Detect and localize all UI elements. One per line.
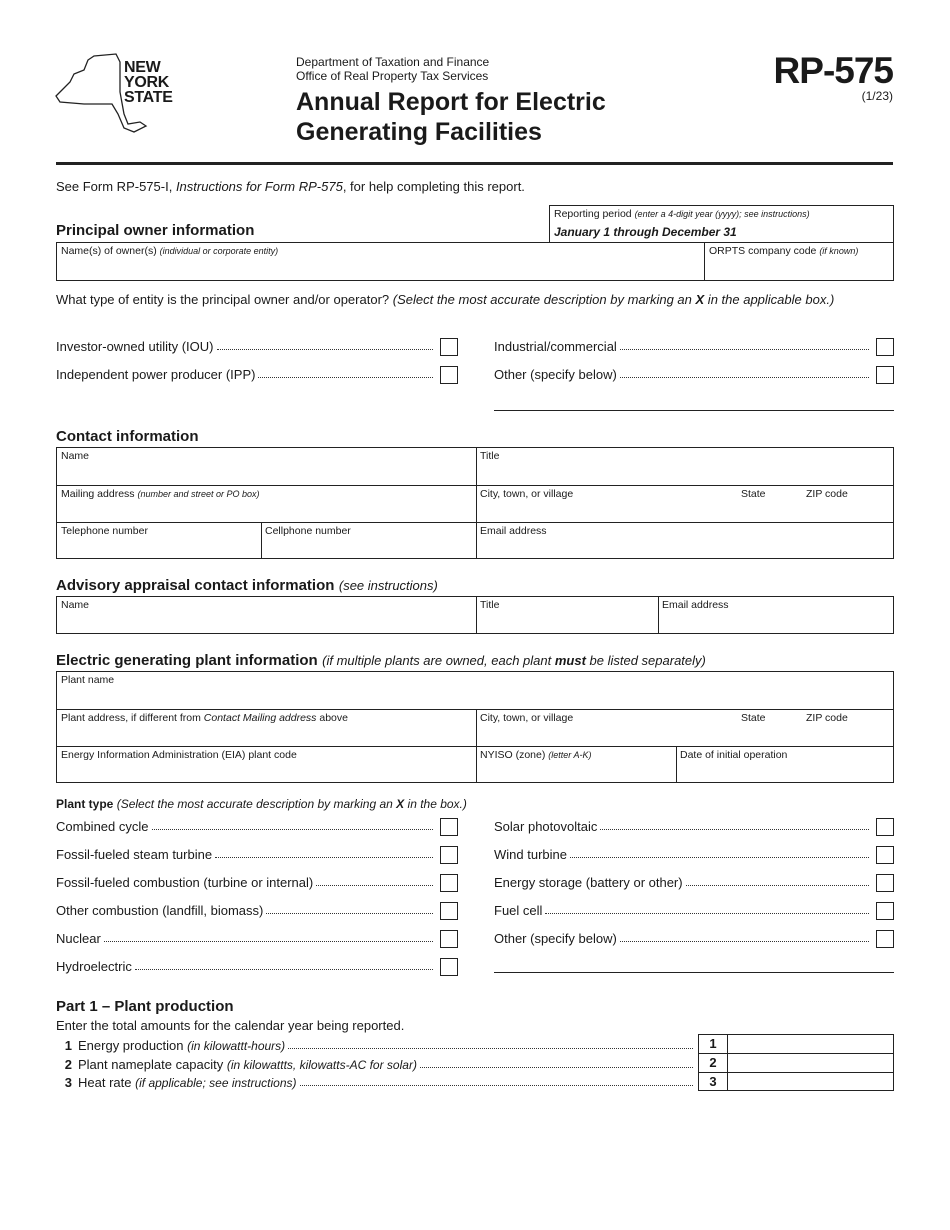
logo-text-line: STATE (124, 89, 173, 106)
checkbox[interactable] (440, 818, 458, 836)
checkbox[interactable] (440, 338, 458, 356)
plant-name-field[interactable]: Plant name (61, 674, 115, 686)
option-label: Hydroelectric (56, 959, 132, 974)
checkbox[interactable] (876, 930, 894, 948)
option-label: Independent power producer (IPP) (56, 367, 256, 382)
part1-heading: Part 1 – Plant production (56, 998, 234, 1015)
plant-heading-text: Electric generating plant information (56, 652, 318, 669)
intro-prefix: See Form RP-575-I, (56, 179, 176, 194)
entity-instruction-x: X (695, 292, 705, 307)
plant-type-other[interactable] (494, 930, 894, 946)
part1-line-2 (56, 1054, 696, 1072)
orpts-code-label: ORPTS company code (709, 245, 817, 257)
contact-mailing-field[interactable] (61, 488, 260, 500)
option-label: Solar photovoltaic (494, 819, 598, 834)
eia-plant-code-field[interactable]: Energy Information Administration (EIA) plant code (61, 749, 297, 761)
entry-number: 1 (709, 1036, 717, 1051)
option-label: Nuclear (56, 931, 101, 946)
owner-name-hint: (individual or corporate entity) (159, 246, 279, 256)
checkbox[interactable] (876, 338, 894, 356)
office-name: Office of Real Property Tax Services (296, 69, 489, 83)
plant-heading (56, 652, 706, 670)
line-label: Heat rate (78, 1075, 132, 1090)
entity-option-other[interactable] (494, 366, 894, 382)
entry-number: 2 (709, 1055, 717, 1070)
plant-type-nuclear[interactable] (56, 930, 458, 946)
checkbox[interactable] (440, 874, 458, 892)
contact-heading: Contact information (56, 428, 199, 445)
plant-type-hint-x: X (396, 797, 405, 811)
plant-address-label: above (316, 712, 348, 724)
advisory-name-field[interactable]: Name (61, 599, 90, 611)
header-rule (56, 162, 893, 165)
plant-address-ref: Contact Mailing address (203, 712, 317, 724)
checkbox[interactable] (876, 902, 894, 920)
entity-option-iou[interactable] (56, 338, 458, 354)
checkbox[interactable] (440, 930, 458, 948)
plant-hint: be listed separately) (585, 653, 706, 668)
checkbox[interactable] (440, 958, 458, 976)
contact-title-field[interactable]: Title (480, 450, 500, 462)
entity-question-text: What type of entity is the principal owner and/or operator? (56, 292, 390, 307)
entity-question (56, 292, 886, 308)
contact-zip-field[interactable]: ZIP code (806, 488, 848, 500)
intro-text (56, 179, 525, 194)
plant-type-wind[interactable] (494, 846, 894, 862)
plant-type-other-specify-line[interactable] (494, 972, 894, 973)
line-label: Energy production (78, 1038, 184, 1053)
form-number: RP-575 (773, 50, 893, 91)
contact-state-field[interactable]: State (741, 488, 766, 500)
option-label: Other (specify below) (494, 367, 617, 382)
plant-address-label: Plant address, if different from (61, 712, 204, 724)
option-label: Other (specify below) (494, 931, 617, 946)
plant-hint: (if multiple plants are owned, each plant (322, 653, 555, 668)
logo-text-line: NEW (124, 59, 161, 76)
divider (704, 243, 705, 280)
contact-name-field[interactable]: Name (61, 450, 90, 462)
advisory-title-field[interactable]: Title (480, 599, 500, 611)
title-line: Annual Report for Electric (296, 88, 606, 116)
plant-type-other-combustion[interactable] (56, 902, 458, 918)
checkbox[interactable] (440, 846, 458, 864)
line-number: 1 (64, 1038, 72, 1053)
line-hint: (in kilowattts, kilowatts-AC for solar) (226, 1058, 417, 1072)
checkbox[interactable] (876, 874, 894, 892)
plant-type-hint: in the box.) (404, 797, 467, 811)
intro-suffix: , for help completing this report. (342, 179, 525, 194)
plant-type-hydroelectric[interactable] (56, 958, 458, 974)
plant-type-fuel-cell[interactable] (494, 902, 894, 918)
entity-option-industrial[interactable] (494, 338, 894, 354)
logo-text-line: YORK (124, 74, 170, 91)
advisory-table (56, 596, 894, 634)
form-revision: (1/23) (861, 89, 893, 103)
option-label: Investor-owned utility (IOU) (56, 339, 214, 354)
contact-city-field[interactable]: City, town, or village (480, 488, 574, 500)
entity-instruction: in the applicable box.) (704, 292, 835, 307)
reporting-period-hint: (enter a 4-digit year (yyyy); see instructions) (634, 209, 810, 219)
part1-entry-table (698, 1034, 894, 1091)
plant-type-heading-text: Plant type (56, 797, 114, 811)
reporting-period-value: January 1 through December 31 (554, 225, 737, 239)
nys-logo (54, 52, 184, 134)
owner-name-field[interactable] (56, 242, 894, 281)
plant-city-field[interactable]: City, town, or village (480, 712, 574, 724)
nyiso-zone-field[interactable] (480, 749, 591, 761)
option-label: Other combustion (landfill, biomass) (56, 903, 264, 918)
orpts-code-hint: (if known) (819, 246, 859, 256)
principal-owner-heading: Principal owner information (56, 222, 255, 239)
plant-type-fossil-combustion[interactable] (56, 874, 458, 890)
checkbox[interactable] (876, 818, 894, 836)
entity-other-specify-line[interactable] (494, 410, 894, 411)
checkbox[interactable] (440, 366, 458, 384)
owner-name-label: Name(s) of owner(s) (61, 245, 157, 257)
intro-link-text: Instructions for Form RP-575 (175, 179, 343, 194)
contact-email-field[interactable]: Email address (480, 525, 547, 537)
advisory-email-field[interactable]: Email address (662, 599, 729, 611)
line-number: 3 (64, 1075, 72, 1090)
nyiso-hint: (letter A-K) (548, 750, 592, 760)
plant-hint-must: must (554, 653, 586, 668)
reporting-period-box[interactable] (549, 205, 894, 243)
line-number: 2 (64, 1057, 72, 1072)
heat-rate-input[interactable] (728, 1073, 893, 1090)
line-hint: (in kilowattt-hours) (187, 1039, 286, 1053)
entity-option-ipp[interactable] (56, 366, 458, 382)
entity-instruction: (Select the most accurate description by marking an (392, 292, 696, 307)
part1-intro: Enter the total amounts for the calendar year being reported. (56, 1018, 405, 1033)
option-label: Fuel cell (494, 903, 543, 918)
part1-line-1 (56, 1035, 696, 1053)
advisory-heading (56, 577, 438, 595)
plant-table (56, 671, 894, 783)
plant-type-fossil-steam[interactable] (56, 846, 458, 862)
part1-line-3 (56, 1072, 696, 1090)
plant-address-field[interactable] (61, 712, 348, 724)
option-label: Fossil-fueled combustion (turbine or internal) (56, 875, 314, 890)
checkbox[interactable] (440, 902, 458, 920)
plant-type-solar[interactable] (494, 818, 894, 834)
advisory-hint: (see instructions) (338, 578, 438, 593)
initial-operation-date-field[interactable]: Date of initial operation (680, 749, 788, 761)
mailing-label: Mailing address (61, 488, 135, 500)
line-hint: (if applicable; see instructions) (135, 1076, 297, 1090)
line-label: Plant nameplate capacity (78, 1057, 224, 1072)
contact-table (56, 447, 894, 559)
plant-type-hint: (Select the most accurate description by marking an (116, 797, 397, 811)
form-title (296, 87, 606, 147)
department-name: Department of Taxation and Finance (296, 55, 490, 69)
plant-type-energy-storage[interactable] (494, 874, 894, 890)
advisory-heading-text: Advisory appraisal contact information (56, 577, 335, 594)
plant-type-combined-cycle[interactable] (56, 818, 458, 834)
energy-production-input[interactable] (728, 1035, 893, 1053)
option-label: Industrial/commercial (494, 339, 617, 354)
mailing-hint: (number and street or PO box) (137, 489, 260, 499)
option-label: Energy storage (battery or other) (494, 875, 683, 890)
nameplate-capacity-input[interactable] (728, 1054, 893, 1072)
plant-type-heading (56, 797, 467, 811)
checkbox[interactable] (876, 366, 894, 384)
option-label: Combined cycle (56, 819, 149, 834)
plant-state-field[interactable]: State (741, 712, 766, 724)
contact-cellphone-field[interactable]: Cellphone number (265, 525, 351, 537)
reporting-period-label: Reporting period (554, 208, 632, 220)
contact-telephone-field[interactable]: Telephone number (61, 525, 148, 537)
plant-zip-field[interactable]: ZIP code (806, 712, 848, 724)
option-label: Wind turbine (494, 847, 567, 862)
entry-number: 3 (709, 1074, 717, 1089)
orpts-code-field[interactable] (709, 245, 858, 257)
checkbox[interactable] (876, 846, 894, 864)
nyiso-label: NYISO (zone) (480, 749, 546, 761)
option-label: Fossil-fueled steam turbine (56, 847, 213, 862)
title-line: Generating Facilities (296, 118, 542, 146)
